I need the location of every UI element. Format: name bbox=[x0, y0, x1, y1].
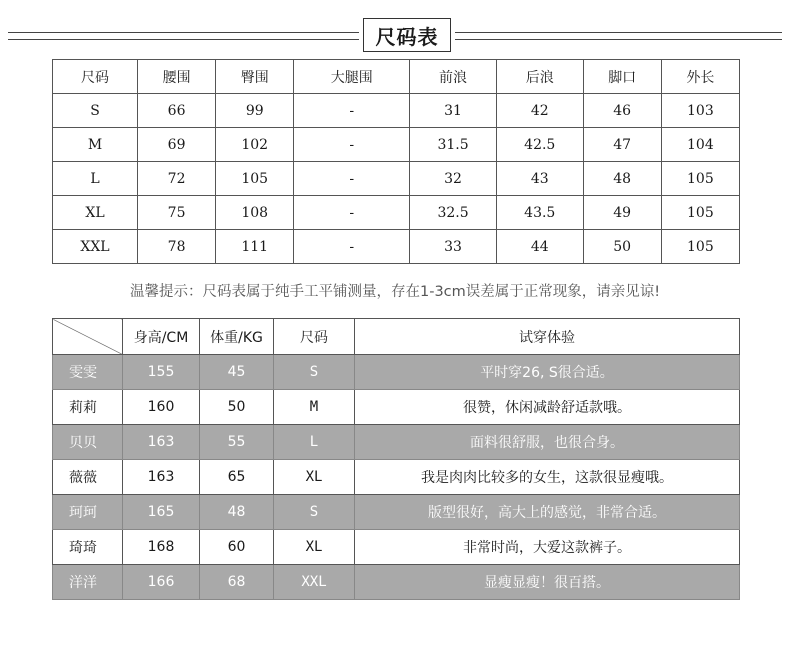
table-row bbox=[53, 162, 740, 196]
table-row bbox=[53, 128, 740, 162]
table-row bbox=[53, 565, 740, 600]
weight-cell: 55 bbox=[200, 425, 274, 460]
size-cell: 105 bbox=[216, 162, 294, 196]
size-cell: - bbox=[294, 162, 410, 196]
size-cell: 31 bbox=[410, 94, 497, 128]
diagonal-corner-cell bbox=[53, 319, 123, 355]
size-cell: - bbox=[294, 230, 410, 264]
model-name: 琦琦 bbox=[53, 530, 123, 565]
model-name: 珂珂 bbox=[53, 495, 123, 530]
try-header-cell: 体重/KG bbox=[200, 319, 274, 355]
weight-cell: 60 bbox=[200, 530, 274, 565]
review-cell: 非常时尚，大爱这款裤子。 bbox=[355, 530, 740, 565]
size-cell: S bbox=[274, 355, 355, 390]
height-cell: 168 bbox=[123, 530, 200, 565]
size-cell: XL bbox=[274, 530, 355, 565]
size-cell: 108 bbox=[216, 196, 294, 230]
size-cell: 69 bbox=[138, 128, 216, 162]
review-cell: 很赞，休闲减龄舒适款哦。 bbox=[355, 390, 740, 425]
size-cell: 105 bbox=[661, 230, 739, 264]
try-header-cell: 尺码 bbox=[274, 319, 355, 355]
size-cell: 78 bbox=[138, 230, 216, 264]
weight-cell: 48 bbox=[200, 495, 274, 530]
size-cell: 105 bbox=[661, 162, 739, 196]
height-cell: 163 bbox=[123, 425, 200, 460]
size-cell: - bbox=[294, 196, 410, 230]
height-cell: 155 bbox=[123, 355, 200, 390]
size-cell: 111 bbox=[216, 230, 294, 264]
page-title: 尺码表 bbox=[363, 18, 451, 52]
height-cell: 166 bbox=[123, 565, 200, 600]
weight-cell: 45 bbox=[200, 355, 274, 390]
table-row bbox=[53, 495, 740, 530]
size-cell: 103 bbox=[661, 94, 739, 128]
review-cell: 我是肉肉比较多的女生，这款很显瘦哦。 bbox=[355, 460, 740, 495]
size-cell: S bbox=[53, 94, 138, 128]
size-cell: XXL bbox=[53, 230, 138, 264]
size-cell: L bbox=[274, 425, 355, 460]
size-cell: 43.5 bbox=[496, 196, 583, 230]
table-row bbox=[53, 460, 740, 495]
model-name: 薇薇 bbox=[53, 460, 123, 495]
size-cell: M bbox=[274, 390, 355, 425]
size-table-header bbox=[53, 60, 740, 94]
model-name: 雯雯 bbox=[53, 355, 123, 390]
size-header-cell: 前浪 bbox=[410, 60, 497, 94]
size-cell: XXL bbox=[274, 565, 355, 600]
size-cell: 75 bbox=[138, 196, 216, 230]
review-cell: 显瘦显瘦！很百搭。 bbox=[355, 565, 740, 600]
try-header-cell: 身高/CM bbox=[123, 319, 200, 355]
size-header-cell: 尺码 bbox=[53, 60, 138, 94]
table-row bbox=[53, 196, 740, 230]
size-header-cell: 大腿围 bbox=[294, 60, 410, 94]
size-cell: 31.5 bbox=[410, 128, 497, 162]
try-header-cell: 试穿体验 bbox=[355, 319, 740, 355]
size-cell: 46 bbox=[583, 94, 661, 128]
size-cell: M bbox=[53, 128, 138, 162]
size-cell: 105 bbox=[661, 196, 739, 230]
weight-cell: 68 bbox=[200, 565, 274, 600]
size-cell: L bbox=[53, 162, 138, 196]
size-cell: 47 bbox=[583, 128, 661, 162]
size-cell: 49 bbox=[583, 196, 661, 230]
size-cell: 50 bbox=[583, 230, 661, 264]
size-cell: 32 bbox=[410, 162, 497, 196]
review-cell: 面料很舒服，也很合身。 bbox=[355, 425, 740, 460]
table-row bbox=[53, 390, 740, 425]
try-table-header bbox=[53, 319, 740, 355]
title-row bbox=[0, 18, 790, 54]
size-cell: S bbox=[274, 495, 355, 530]
size-header-cell: 后浪 bbox=[496, 60, 583, 94]
model-name: 莉莉 bbox=[53, 390, 123, 425]
try-on-table bbox=[52, 318, 740, 600]
measurement-tip: 温馨提示：尺码表属于纯手工平铺测量，存在1-3cm误差属于正常现象，请亲见谅! bbox=[130, 284, 661, 300]
size-cell: 48 bbox=[583, 162, 661, 196]
size-cell: 104 bbox=[661, 128, 739, 162]
size-table bbox=[52, 59, 740, 264]
size-cell: - bbox=[294, 94, 410, 128]
size-cell: 99 bbox=[216, 94, 294, 128]
weight-cell: 50 bbox=[200, 390, 274, 425]
review-cell: 平时穿26, S很合适。 bbox=[355, 355, 740, 390]
size-header-cell: 腰围 bbox=[138, 60, 216, 94]
size-cell: 43 bbox=[496, 162, 583, 196]
size-header-cell: 臀围 bbox=[216, 60, 294, 94]
size-header-cell: 脚口 bbox=[583, 60, 661, 94]
size-cell: 42.5 bbox=[496, 128, 583, 162]
model-name: 贝贝 bbox=[53, 425, 123, 460]
size-cell: XL bbox=[53, 196, 138, 230]
size-cell: 102 bbox=[216, 128, 294, 162]
table-row bbox=[53, 94, 740, 128]
table-row bbox=[53, 355, 740, 390]
table-row bbox=[53, 230, 740, 264]
size-cell: 32.5 bbox=[410, 196, 497, 230]
size-cell: - bbox=[294, 128, 410, 162]
size-cell: 72 bbox=[138, 162, 216, 196]
table-row bbox=[53, 530, 740, 565]
size-cell: 42 bbox=[496, 94, 583, 128]
model-name: 洋洋 bbox=[53, 565, 123, 600]
table-row bbox=[53, 425, 740, 460]
size-cell: 44 bbox=[496, 230, 583, 264]
size-header-cell: 外长 bbox=[661, 60, 739, 94]
height-cell: 165 bbox=[123, 495, 200, 530]
height-cell: 163 bbox=[123, 460, 200, 495]
height-cell: 160 bbox=[123, 390, 200, 425]
review-cell: 版型很好，高大上的感觉，非常合适。 bbox=[355, 495, 740, 530]
size-cell: XL bbox=[274, 460, 355, 495]
weight-cell: 65 bbox=[200, 460, 274, 495]
size-cell: 66 bbox=[138, 94, 216, 128]
size-cell: 33 bbox=[410, 230, 497, 264]
